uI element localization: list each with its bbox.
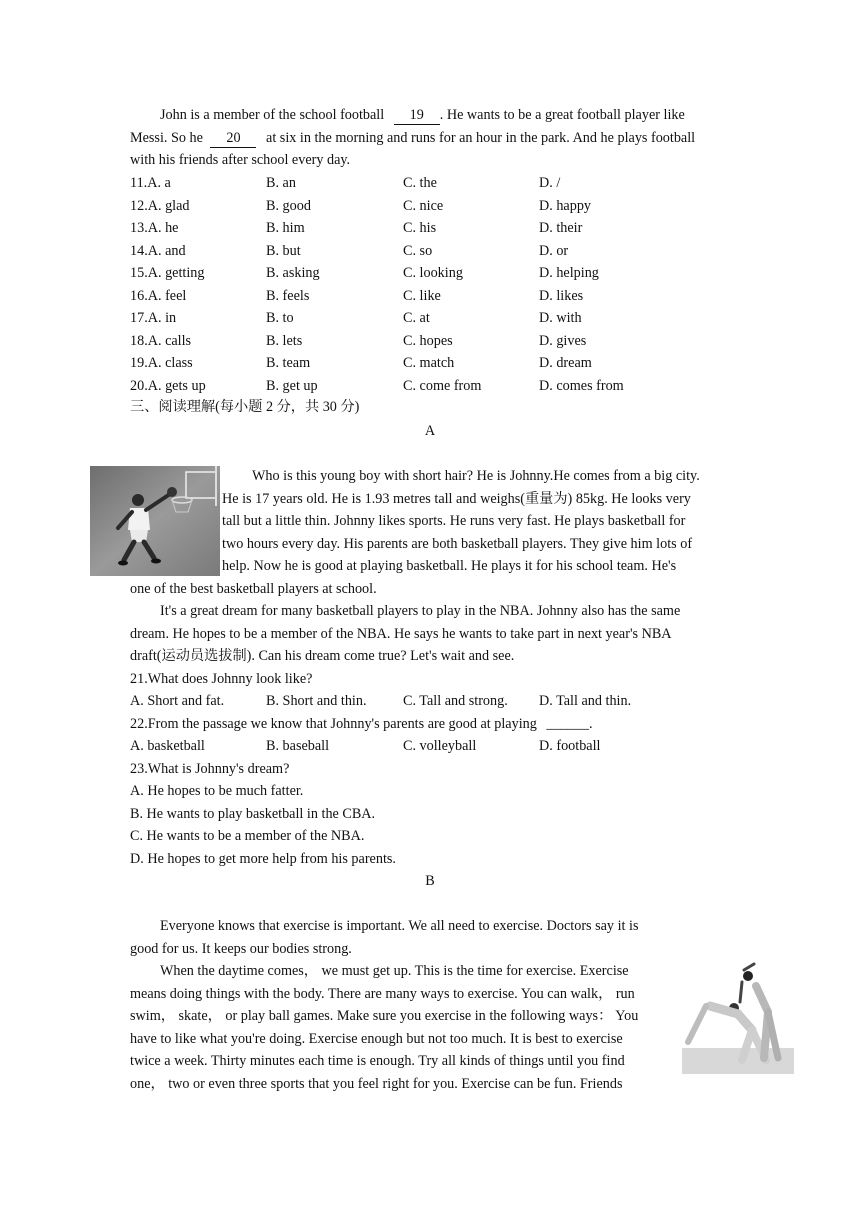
option-14-b: B. but [266, 242, 301, 259]
option-16-d: D. likes [539, 287, 584, 304]
option-13-b: B. him [266, 220, 305, 236]
option-15-c: C. looking [403, 265, 463, 281]
cloze-text: John is a member of the school football [160, 107, 385, 123]
question-text: 22.From the passage we know that Johnny's parents are good at playing [130, 716, 537, 732]
passage-a-label: A [424, 423, 436, 439]
passage-a-line: two hours every day. His parents are both basketball players. They give him lots of [222, 535, 693, 552]
blank-19: 19 [394, 106, 440, 125]
option-20-b: B. get up [266, 377, 318, 394]
q21-option: C. Tall and strong. [403, 693, 508, 709]
question-23: 23.What is Johnny's dream? [130, 761, 290, 777]
q23-option: B. He wants to play basketball in the CBA. [130, 805, 376, 822]
blank-20: 20 [210, 129, 256, 148]
cloze-line-1 [160, 104, 685, 127]
option-12-d: D. happy [539, 197, 592, 214]
option-12-a: 12.A. glad [130, 197, 190, 214]
option-11-d: D. / [539, 175, 561, 191]
passage-a-line: Who is this young boy with short hair? He is Johnny.He comes from a big city. [252, 468, 700, 484]
option-18-d: D. gives [539, 332, 587, 349]
cloze-line-2 [130, 127, 695, 150]
option-19-c: C. match [403, 355, 455, 371]
question-22 [130, 713, 592, 736]
option-17-a: 17.A. in [130, 310, 177, 326]
q22-option: A. basketball [130, 738, 205, 754]
passage-a-line: one of the best basketball players at school. [130, 580, 377, 597]
q23-option: A. He hopes to be much fatter. [130, 783, 304, 799]
q21-option: B. Short and thin. [266, 693, 367, 709]
q22-option: B. baseball [266, 738, 330, 754]
option-13-c: C. his [403, 220, 437, 236]
passage-b-line: good for us. It keeps our bodies strong. [130, 940, 352, 957]
passage-a-line: He is 17 years old. He is 1.93 metres tall and weighs(重量为) 85kg. He looks very [222, 490, 691, 507]
q23-option: D. He hopes to get more help from his parents. [130, 850, 396, 867]
option-16-c: C. like [403, 287, 441, 304]
option-18-c: C. hopes [403, 332, 453, 349]
option-12-b: B. good [266, 197, 311, 214]
q22-option: C. volleyball [403, 738, 477, 754]
passage-b-line: means doing things with the body. There are many ways to exercise. You can walk， run [130, 985, 635, 1002]
option-12-c: C. nice [403, 197, 444, 214]
option-20-a: 20.A. gets up [130, 377, 206, 394]
option-13-d: D. their [539, 220, 583, 236]
passage-b-line: one， two or even three sports that you feel right for you. Exercise can be fun. Friends [130, 1075, 623, 1092]
option-18-b: B. lets [266, 332, 303, 349]
option-20-c: C. come from [403, 377, 482, 394]
passage-b-line: swim， skate， or play ball games. Make sure you exercise in the following ways： You [130, 1008, 639, 1024]
question-21: 21.What does Johnny look like? [130, 671, 313, 687]
option-14-a: 14.A. and [130, 242, 186, 259]
option-14-c: C. so [403, 242, 433, 259]
option-15-d: D. helping [539, 265, 599, 281]
option-20-d: D. comes from [539, 377, 624, 394]
answer-blank: ______. [546, 716, 593, 732]
option-14-d: D. or [539, 242, 569, 259]
passage-a-line: dream. He hopes to be a member of the NBA. He says he wants to take part in next year's NBA [130, 625, 672, 642]
option-11-b: B. an [266, 175, 296, 191]
passage-b-label: B [425, 873, 435, 889]
option-11-a: 11.A. a [130, 175, 171, 191]
option-11-c: C. the [403, 175, 437, 191]
passage-b-line: twice a week. Thirty minutes each time is enough. Try all kinds of things until you find [130, 1053, 625, 1069]
passage-a-line: tall but a little thin. Johnny likes sports. He runs very fast. He plays basketball for [222, 513, 686, 529]
option-17-d: D. with [539, 310, 582, 326]
option-16-b: B. feels [266, 287, 310, 304]
cloze-line-3: with his friends after school every day. [130, 152, 351, 168]
option-15-b: B. asking [266, 265, 320, 281]
option-17-c: C. at [403, 310, 430, 326]
passage-b-line: Everyone knows that exercise is important. We all need to exercise. Doctors say it is [160, 918, 639, 934]
passage-b-line: have to like what you're doing. Exercise enough but not too much. It is best to exercise [130, 1030, 623, 1047]
basketball-player-dunk-icon [90, 466, 220, 576]
passage-a-line: It's a great dream for many basketball players to play in the NBA. Johnny also has the same [160, 603, 681, 619]
option-16-a: 16.A. feel [130, 287, 187, 304]
section-heading: 三、阅读理解(每小题 2 分，共 30 分) [130, 399, 360, 415]
option-19-b: B. team [266, 355, 311, 371]
q21-option: D. Tall and thin. [539, 693, 632, 709]
cloze-text: at six in the morning and runs for an hour in the park. And he plays football [266, 130, 696, 146]
passage-b-line: When the daytime comes， we must get up. This is the time for exercise. Exercise [160, 963, 629, 979]
option-19-d: D. dream [539, 355, 592, 371]
option-17-b: B. to [266, 310, 294, 326]
cloze-text: . He wants to be a great football player like [439, 107, 685, 123]
option-18-a: 18.A. calls [130, 332, 192, 349]
option-15-a: 15.A. getting [130, 265, 205, 281]
option-13-a: 13.A. he [130, 220, 179, 236]
exercise-stretching-icon [682, 962, 794, 1074]
q23-option: C. He wants to be a member of the NBA. [130, 828, 365, 844]
basketball-player-photo [90, 466, 220, 576]
exercise-photo [682, 962, 794, 1074]
cloze-text: Messi. So he [130, 130, 203, 146]
passage-a-line: help. Now he is good at playing basketball. He plays it for his school team. He's [222, 558, 677, 574]
q21-option: A. Short and fat. [130, 693, 225, 709]
q22-option: D. football [539, 738, 601, 754]
option-19-a: 19.A. class [130, 355, 193, 371]
passage-a-line: draft(运动员选拔制). Can his dream come true? Let's wait and see. [130, 648, 515, 664]
